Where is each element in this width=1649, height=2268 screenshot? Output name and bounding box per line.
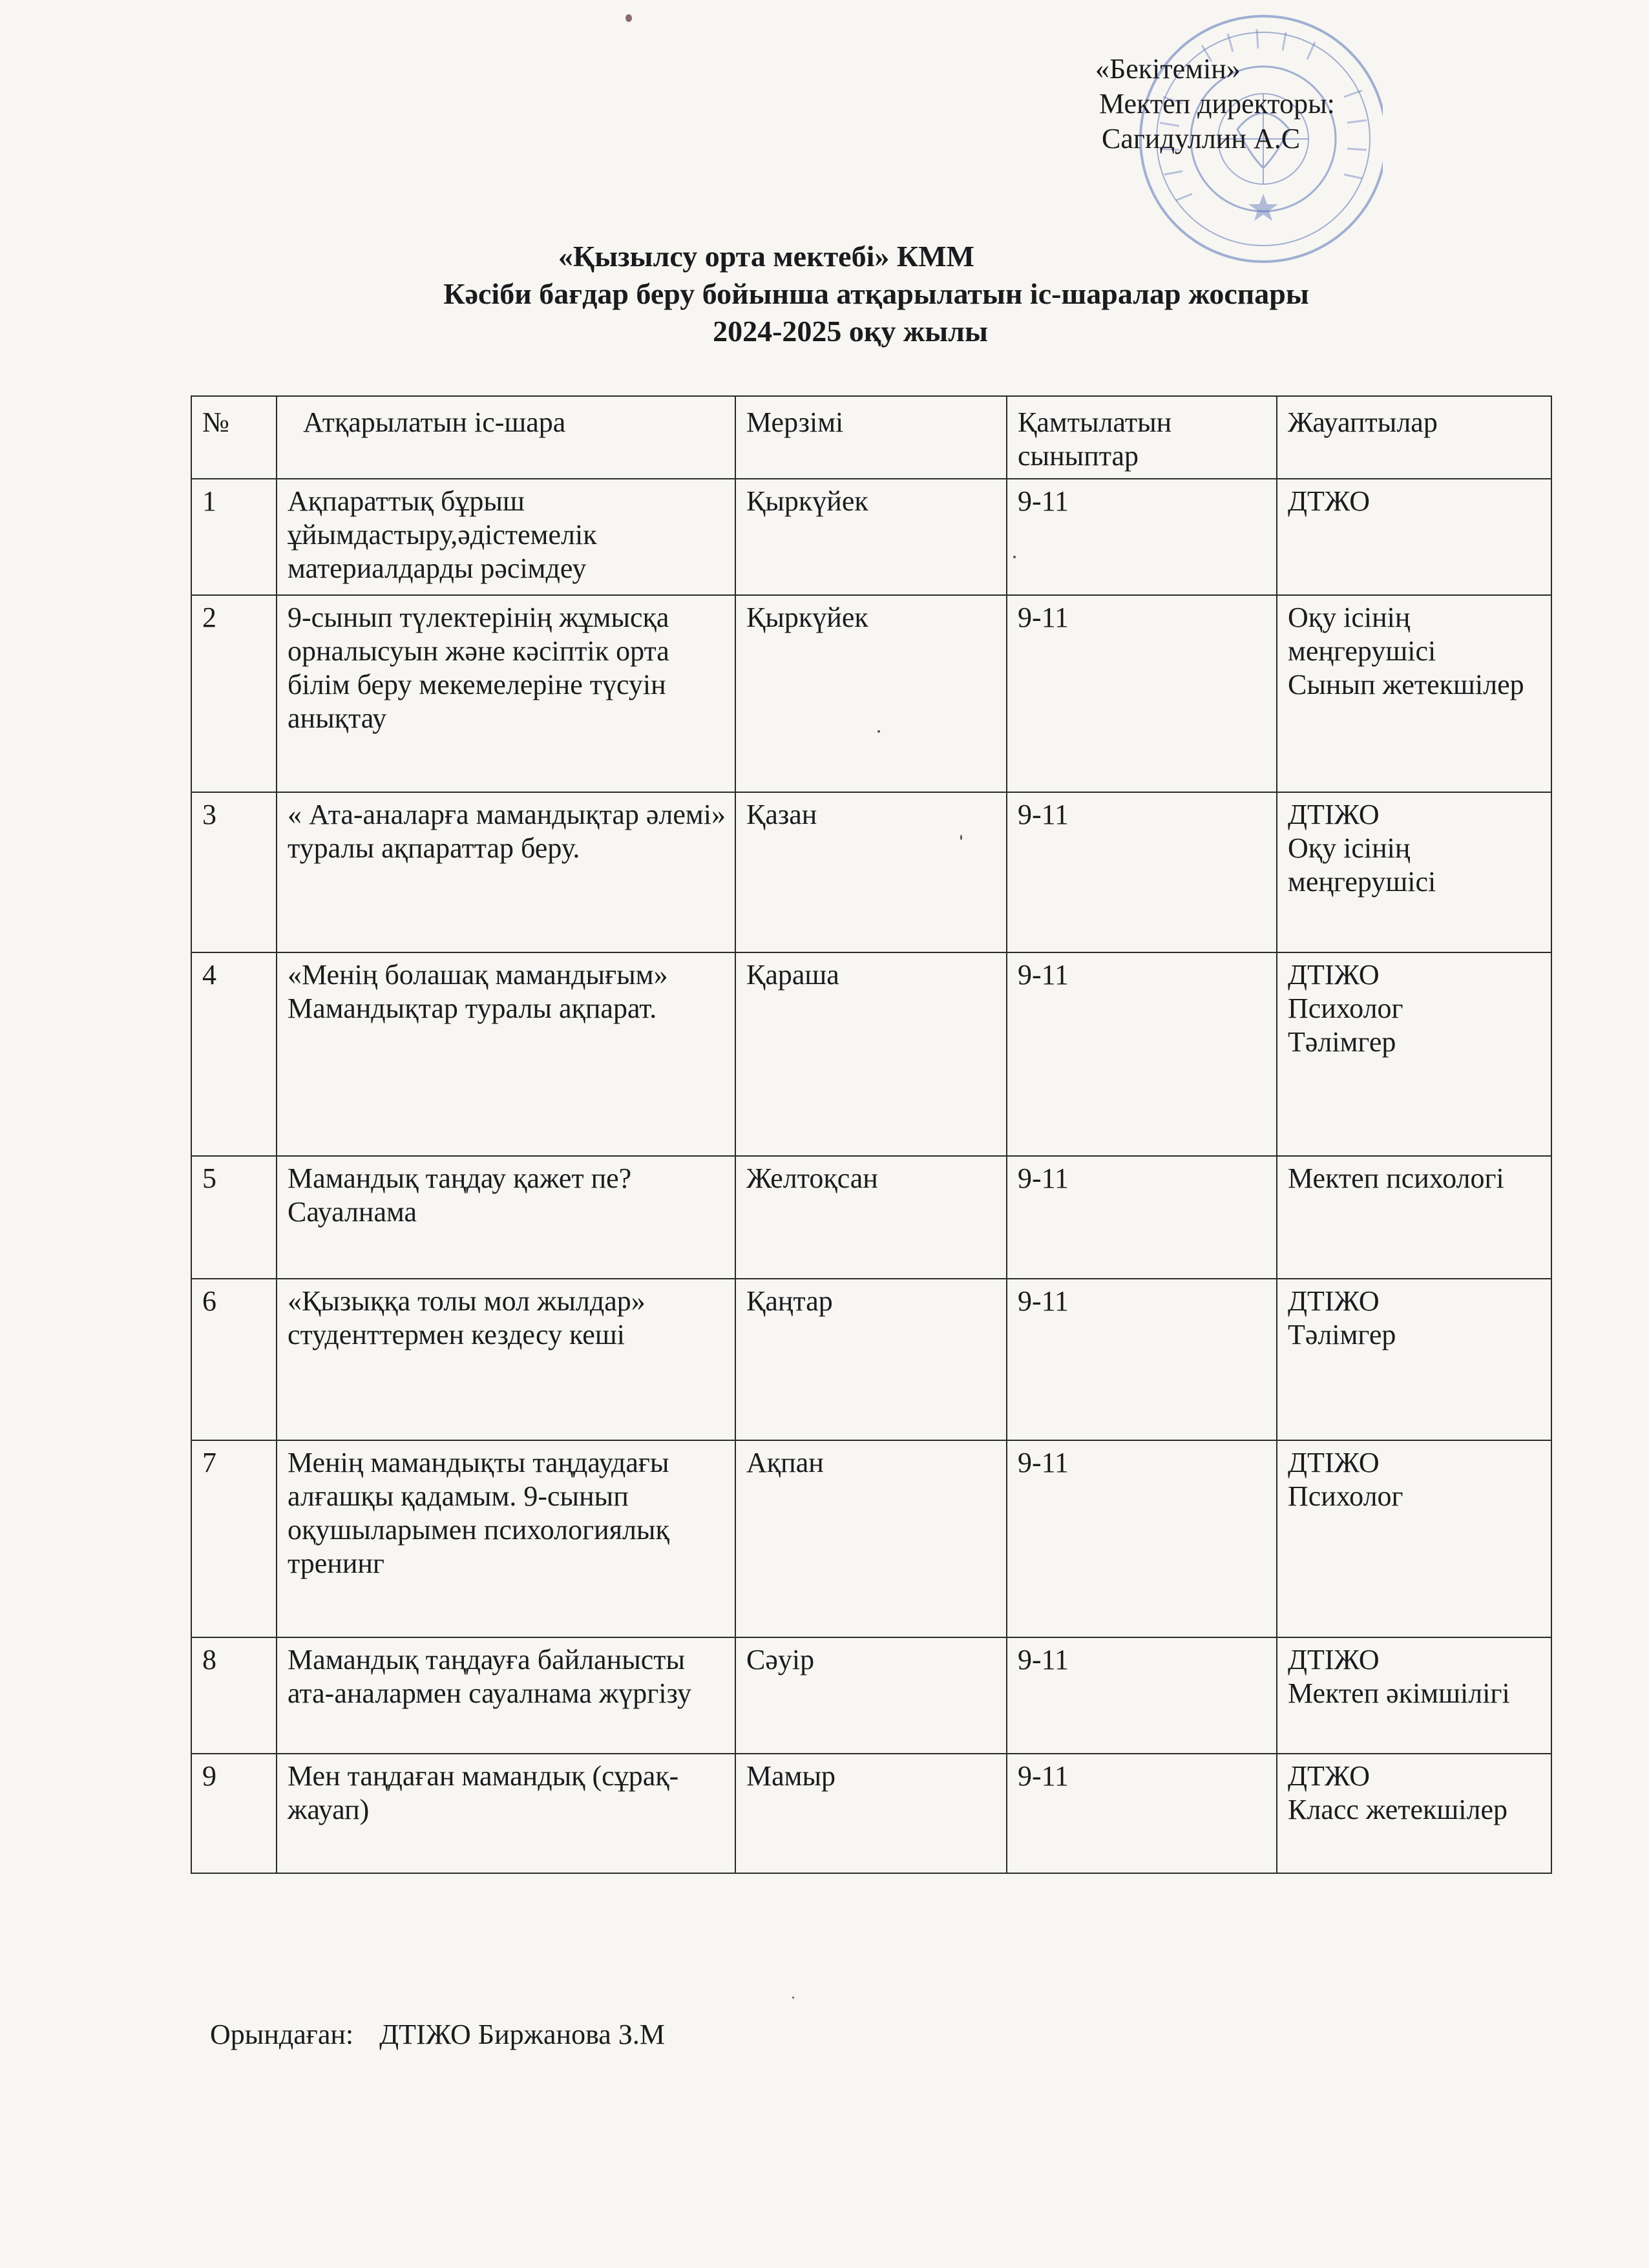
row-date: Сәуір: [735, 1637, 1007, 1754]
approval-director-name: Сагидуллин А.С: [1102, 123, 1301, 154]
table-row: [191, 1156, 1551, 1279]
table-row: [191, 1440, 1551, 1637]
row-number: 1: [191, 479, 277, 595]
row-event: «Менің болашақ мамандығым» Мамандықтар туралы ақпарат.: [277, 952, 735, 1156]
row-number: 6: [191, 1279, 277, 1440]
row-responsible: ДТІЖО Психолог: [1277, 1440, 1551, 1637]
approval-title: «Бекітемін»: [1095, 53, 1241, 85]
table-row: [191, 595, 1551, 792]
row-responsible: ДТІЖО Оқу ісінің меңгерушісі: [1277, 792, 1551, 952]
row-date: Қаңтар: [735, 1279, 1007, 1440]
approval-block: [1095, 52, 1335, 156]
row-event: Мамандық таңдауға байланысты ата-аналармен сауалнама жүргізу: [277, 1637, 735, 1754]
row-event: Менің мамандықты таңдаудағы алғашқы қадамым. 9-сынып оқушыларымен психологиялық тренинг: [277, 1440, 735, 1637]
table-header-row: [191, 396, 1551, 479]
row-responsible: ДТЖО Класс жетекшілер: [1277, 1754, 1551, 1873]
row-classes: 9-11: [1007, 1279, 1277, 1440]
row-date: Қараша: [735, 952, 1007, 1156]
row-date: Мамыр: [735, 1754, 1007, 1873]
row-classes: 9-11: [1007, 1156, 1277, 1279]
executor-label: Орындаған:: [210, 2019, 354, 2050]
row-responsible: Мектеп психологі: [1277, 1156, 1551, 1279]
row-classes: 9-11: [1007, 595, 1277, 792]
scan-speck: [960, 835, 962, 840]
table-row: [191, 479, 1551, 595]
table-row: [191, 1754, 1551, 1873]
approval-position: Мектеп директоры:: [1099, 88, 1335, 120]
row-number: 8: [191, 1637, 277, 1754]
row-number: 9: [191, 1754, 277, 1873]
table-row: [191, 792, 1551, 952]
career-guidance-plan-table: [191, 395, 1552, 1874]
row-responsible: ДТІЖО Мектеп әкімшілігі: [1277, 1637, 1551, 1754]
row-event: « Ата-аналарға мамандықтар әлемі» туралы ақпараттар беру.: [277, 792, 735, 952]
academic-year: 2024-2025 оқу жылы: [713, 315, 988, 348]
row-date: Қыркүйек: [735, 595, 1007, 792]
scan-speck: [792, 1997, 794, 1999]
header-date: Мерзімі: [735, 396, 1007, 479]
table-row: [191, 1637, 1551, 1754]
row-classes: 9-11: [1007, 1754, 1277, 1873]
row-classes: 9-11: [1007, 792, 1277, 952]
row-event: 9-сынып түлектерінің жұмысқа орналысуын және кәсіптік орта білім беру мекемелеріне түсуін анықтау: [277, 595, 735, 792]
row-classes: 9-11: [1007, 479, 1277, 595]
row-responsible: ДТІЖО Психолог Тәлімгер: [1277, 952, 1551, 1156]
executor-line: [210, 2017, 665, 2052]
row-date: Қазан: [735, 792, 1007, 952]
row-classes: 9-11: [1007, 1637, 1277, 1754]
row-number: 7: [191, 1440, 277, 1637]
row-event: Мамандық таңдау қажет пе? Сауалнама: [277, 1156, 735, 1279]
row-number: 2: [191, 595, 277, 792]
row-responsible: ДТІЖО Тәлімгер: [1277, 1279, 1551, 1440]
row-responsible: Оқу ісінің меңгерушісі Сынып жетекшілер: [1277, 595, 1551, 792]
row-classes: 9-11: [1007, 952, 1277, 1156]
scan-speck: [625, 14, 632, 22]
plan-title: Кәсіби бағдар беру бойынша атқарылатын іс-шаралар жоспары: [443, 277, 1309, 310]
header-event: Атқарылатын іс-шара: [277, 396, 735, 479]
row-number: 3: [191, 792, 277, 952]
row-responsible: ДТЖО: [1277, 479, 1551, 595]
table-row: [191, 1279, 1551, 1440]
row-number: 4: [191, 952, 277, 1156]
row-date: Ақпан: [735, 1440, 1007, 1637]
row-classes: 9-11: [1007, 1440, 1277, 1637]
executor-name: ДТІЖО Биржанова З.М: [379, 2019, 665, 2050]
row-number: 5: [191, 1156, 277, 1279]
scan-speck: [1013, 556, 1016, 558]
header-responsible: Жауаптылар: [1277, 396, 1551, 479]
table-row: [191, 952, 1551, 1156]
school-name: «Қызылсу орта мектебі» КММ: [558, 240, 975, 273]
row-date: Желтоқсан: [735, 1156, 1007, 1279]
row-date: Қыркүйек: [735, 479, 1007, 595]
row-event: Ақпараттық бұрыш ұйымдастыру,әдістемелік материалдарды рәсімдеу: [277, 479, 735, 595]
document-heading: [0, 238, 1649, 350]
scan-speck: [877, 730, 880, 733]
row-event: «Қызыққа толы мол жылдар» студенттермен кездесу кеші: [277, 1279, 735, 1440]
header-classes: Қамтылатын сыныптар: [1007, 396, 1277, 479]
row-event: Мен таңдаған мамандық (сұрақ-жауап): [277, 1754, 735, 1873]
header-number: №: [191, 396, 277, 479]
